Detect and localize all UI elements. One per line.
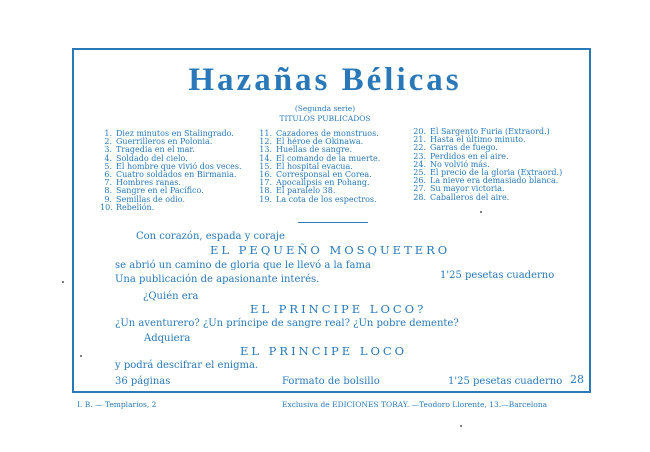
title-text: El precio de la gloria (Extraord.) [430, 168, 563, 178]
title-text: Cazadores de monstruos. [276, 129, 379, 138]
title-text: Su mayor victoria. [430, 184, 505, 194]
speck [80, 355, 82, 357]
title-text: El hombre que vivió dos veces. [116, 161, 242, 171]
title-number: 19. [259, 194, 272, 204]
title-number: 3. [104, 145, 112, 155]
promo-line-8: Adquiera [144, 333, 191, 344]
pages-label: 36 páginas [115, 376, 171, 387]
promo-line-5: ¿Quién era [143, 291, 199, 302]
title-number: 24. [413, 159, 426, 169]
title-number: 28. [413, 192, 426, 202]
title-text: Soldado del cielo. [116, 153, 188, 163]
title-number: 18. [259, 186, 272, 196]
title-number: 25. [413, 168, 426, 178]
title-text: Caballeros del aire. [430, 192, 510, 202]
speck [62, 281, 64, 283]
title-number: 26. [413, 176, 426, 186]
title-number: 1. [104, 129, 112, 138]
footer-printer: I. B. — Templarios, 2 [77, 400, 157, 409]
promo-title-mosquetero: EL PEQUEÑO MOSQUETERO [210, 243, 451, 257]
title-number: 20. [413, 127, 426, 136]
title-number: 6. [104, 170, 112, 180]
title-text: Rebelión. [116, 202, 155, 212]
title-list-item [100, 204, 242, 212]
titles-column-3 [412, 128, 562, 202]
title-text: Apocalipsis en Pohang. [276, 178, 370, 188]
title-list-item [258, 196, 380, 204]
title-number: 10. [100, 202, 113, 212]
footer-publisher: Exclusiva de EDICIONES TORAY. —Teodoro Llorente, 13.—Barcelona [282, 400, 548, 409]
title-text: Perdidos en el aire. [430, 151, 509, 161]
title-text: Guerrilleros en Polonia. [116, 137, 213, 147]
title-number: 11. [259, 129, 272, 138]
title-number: 13. [259, 145, 272, 155]
title-number: 17. [259, 178, 272, 188]
title-number: 7. [104, 178, 112, 188]
series-label: (Segunda serie) [294, 104, 356, 113]
title-text: El comando de la muerte. [276, 153, 381, 163]
title-text: Hombres ranas. [116, 178, 181, 188]
price-label-1: 1'25 pesetas cuaderno [440, 270, 555, 281]
titles-column-1 [100, 130, 242, 212]
title-text: El Sargento Furia (Extraord.) [430, 127, 550, 136]
title-text: El hospital evacua. [276, 161, 353, 171]
title-text: No volvió más. [430, 159, 490, 169]
title-text: La nieve era demasiado blanca. [430, 176, 559, 186]
title-text: El héroe de Okinawa. [276, 137, 364, 147]
speck [460, 425, 462, 427]
title-number: 15. [259, 161, 272, 171]
publication-title: Hazañas Bélicas [188, 62, 462, 98]
title-text: Hasta el último minuto. [430, 135, 526, 145]
title-number: 5. [104, 161, 112, 171]
divider [298, 222, 368, 223]
title-number: 14. [259, 153, 272, 163]
page-number: 28 [570, 373, 584, 386]
list-heading: TITULOS PUBLICADOS [279, 114, 371, 123]
title-text: Tragedia en el mar. [116, 145, 195, 155]
title-number: 16. [259, 170, 272, 180]
promo-line-1: Con corazón, espada y coraje [136, 231, 285, 242]
title-number: 4. [104, 153, 112, 163]
promo-title-principe: EL PRINCIPE LOCO [240, 344, 408, 358]
title-number: 22. [413, 143, 426, 153]
title-text: Semillas de odio. [116, 194, 186, 204]
promo-line-4: Una publicación de apasionante interés. [115, 274, 320, 285]
title-text: La cota de los espectros. [276, 194, 377, 204]
titles-column-2 [258, 130, 380, 204]
promo-line-10: y podrá descifrar el enigma. [115, 360, 259, 371]
title-text: Huellas de sangre. [276, 145, 353, 155]
title-text: Corresponsal en Corea. [276, 170, 372, 180]
title-number: 27. [413, 184, 426, 194]
promo-line-3: se abrió un camino de gloria que le llevó a la fama [115, 260, 371, 271]
title-list-item [412, 194, 562, 202]
promo-title-principe-question: EL PRINCIPE LOCO? [250, 302, 427, 316]
title-text: Sangre en el Pacífico. [116, 186, 204, 196]
title-number: 23. [413, 151, 426, 161]
speck [480, 211, 482, 213]
title-number: 8. [104, 186, 112, 196]
title-number: 12. [259, 137, 272, 147]
title-number: 21. [413, 135, 426, 145]
title-number: 9. [104, 194, 112, 204]
format-label: Formato de bolsillo [282, 376, 380, 387]
title-text: Cuatro soldados en Birmania. [116, 170, 237, 180]
title-text: El paralelo 38. [276, 186, 336, 196]
title-text: Diez minutos en Stalingrado. [116, 129, 234, 138]
title-text: Garras de fuego. [430, 143, 498, 153]
price-label-2: 1'25 pesetas cuaderno [448, 376, 563, 387]
promo-line-7: ¿Un aventurero? ¿Un príncipe de sangre real? ¿Un pobre demente? [115, 318, 459, 329]
title-number: 2. [104, 137, 112, 147]
